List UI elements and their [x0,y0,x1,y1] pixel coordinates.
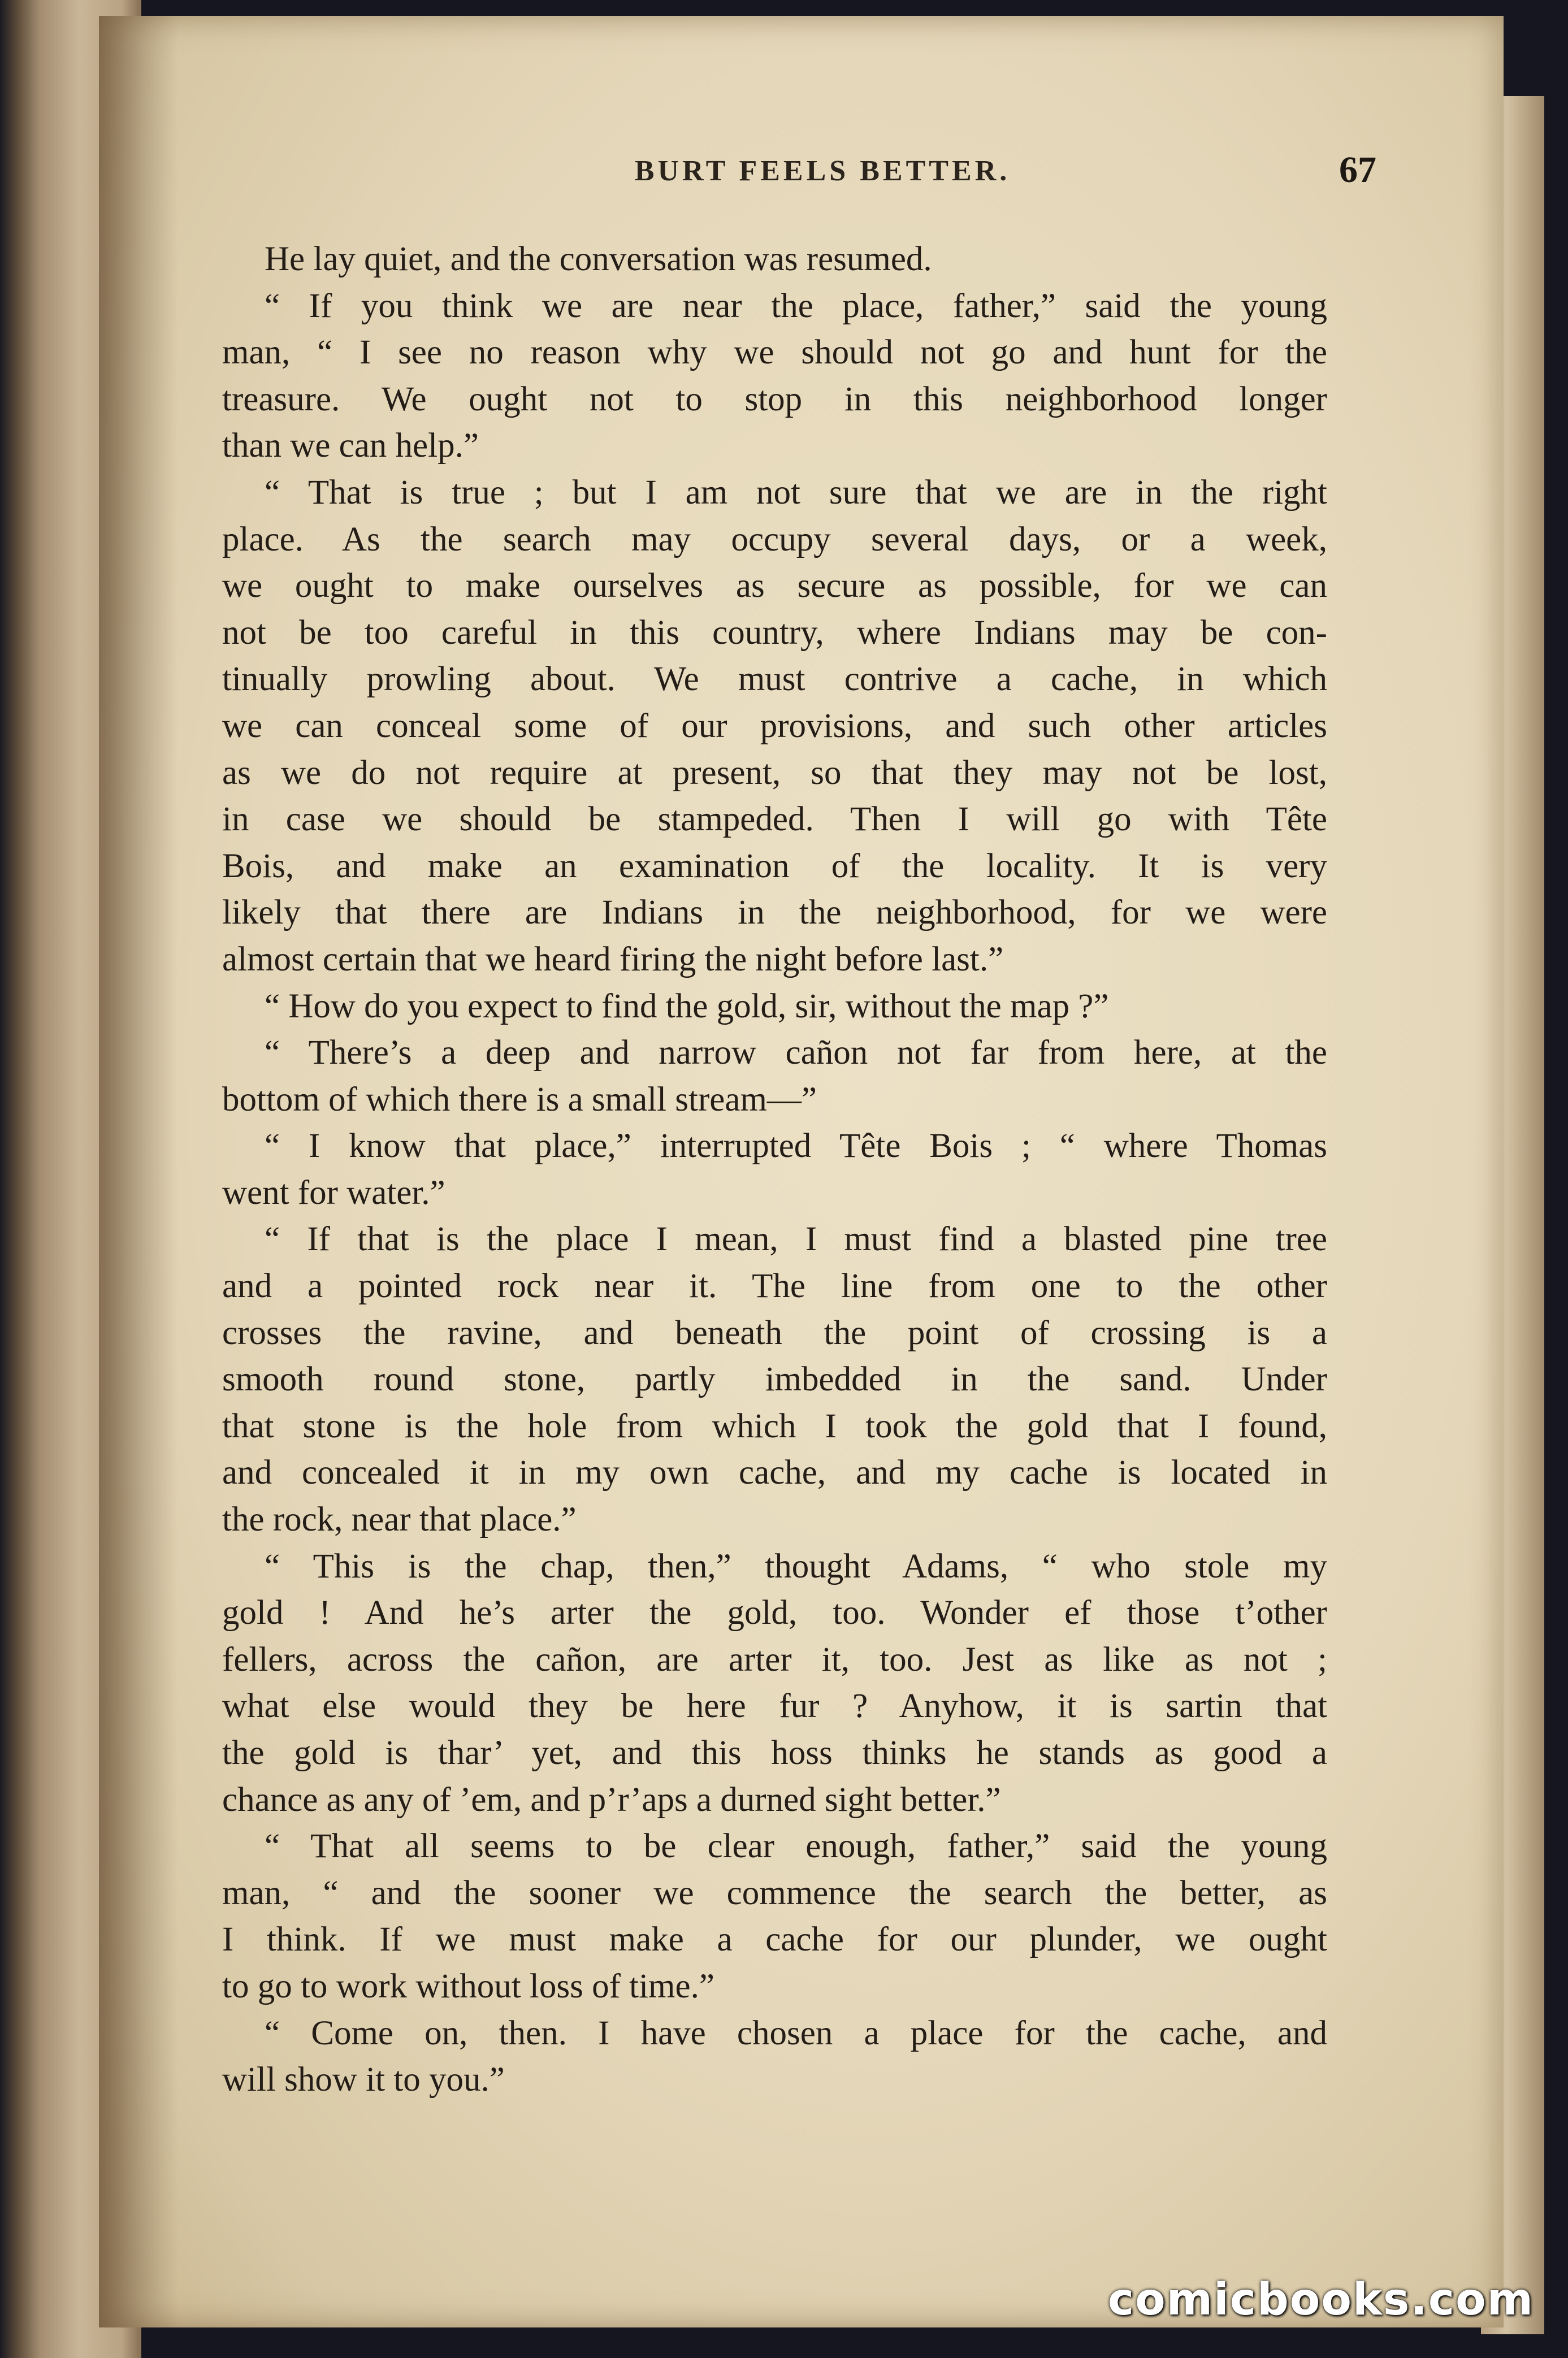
text-line: “ If that is the place I mean, I must find a blasted pine tree [265,1220,1327,1259]
spine-shadow [99,16,178,2327]
text-line: smooth round stone, partly imbedded in the sand. Under [222,1360,1327,1399]
text-line: “ That is true ; but I am not sure that we are in the right [265,473,1327,512]
running-head: BURT FEELS BETTER. [634,155,1011,187]
text-line: gold ! And he’s arter the gold, too. Wonder ef those t’other [222,1594,1327,1632]
text-line: place. As the search may occupy several days, or a week, [222,520,1327,558]
text-line: chance as any of ’em, and p’r’aps a durned sight better.” [222,1780,1001,1819]
text-line: I think. If we must make a cache for our plunder, we ought [222,1921,1327,1959]
text-line: crosses the ravine, and beneath the point of crossing is a [222,1314,1327,1352]
text-line: “ That all seems to be clear enough, father,” said the young [265,1827,1327,1866]
text-line: tinually prowling about. We must contrive a cache, in which [222,660,1327,699]
text-line: Bois, and make an examination of the locality. It is very [222,847,1327,885]
text-line: treasure. We ought not to stop in this neighborhood longer [222,380,1327,418]
text-line: “ There’s a deep and narrow cañon not far from here, at the [265,1034,1327,1072]
text-line: man, “ and the sooner we commence the search the better, as [222,1874,1327,1912]
watermark: comicbooks.com [1107,2274,1534,2325]
text-line: “ I know that place,” interrupted Tête Bois ; “ where Thomas [265,1127,1327,1165]
text-line: we ought to make ourselves as secure as possible, for we can [222,567,1327,605]
text-line: to go to work without loss of time.” [222,1967,714,2005]
page-number: 67 [1339,149,1376,190]
text-line: “ How do you expect to find the gold, sir, without the map ?” [265,987,1109,1025]
text-line: we can conceal some of our provisions, and such other articles [222,706,1327,745]
text-line: than we can help.” [222,427,479,465]
text-line: and concealed it in my own cache, and my cache is located in [222,1454,1327,1492]
text-line: bottom of which there is a small stream—” [222,1080,817,1119]
text-line: not be too careful in this country, where Indians may be con- [222,613,1327,652]
text-line: in case we should be stampeded. Then I will go with Tête [222,800,1327,839]
text-line: “ If you think we are near the place, father,” said the young [265,287,1327,325]
text-line: He lay quiet, and the conversation was resumed. [265,240,932,278]
text-line: and a pointed rock near it. The line from one to the other [222,1267,1327,1306]
text-line: as we do not require at present, so that they may not be lost, [222,753,1327,792]
text-line: went for water.” [222,1173,445,1212]
text-line: almost certain that we heard firing the night before last.” [222,940,1004,978]
text-line: “ Come on, then. I have chosen a place for the cache, and [265,2014,1327,2052]
text-line: what else would they be here fur ? Anyhow, it is sartin that [222,1687,1327,1726]
text-line: will show it to you.” [222,2061,505,2099]
text-line: fellers, across the cañon, are arter it, too. Jest as like as not ; [222,1640,1327,1679]
text-line: likely that there are Indians in the neighborhood, for we were [222,894,1327,932]
text-line: the rock, near that place.” [222,1501,577,1539]
body-text [222,236,1327,2104]
text-line: man, “ I see no reason why we should not go and hunt for the [222,333,1327,372]
book-page [99,16,1504,2327]
text-line: that stone is the hole from which I took the gold that I found, [222,1407,1327,1445]
text-line: “ This is the chap, then,” thought Adams, “ who stole my [265,1547,1327,1585]
text-line: the gold is thar’ yet, and this hoss thinks he stands as good a [222,1734,1327,1772]
